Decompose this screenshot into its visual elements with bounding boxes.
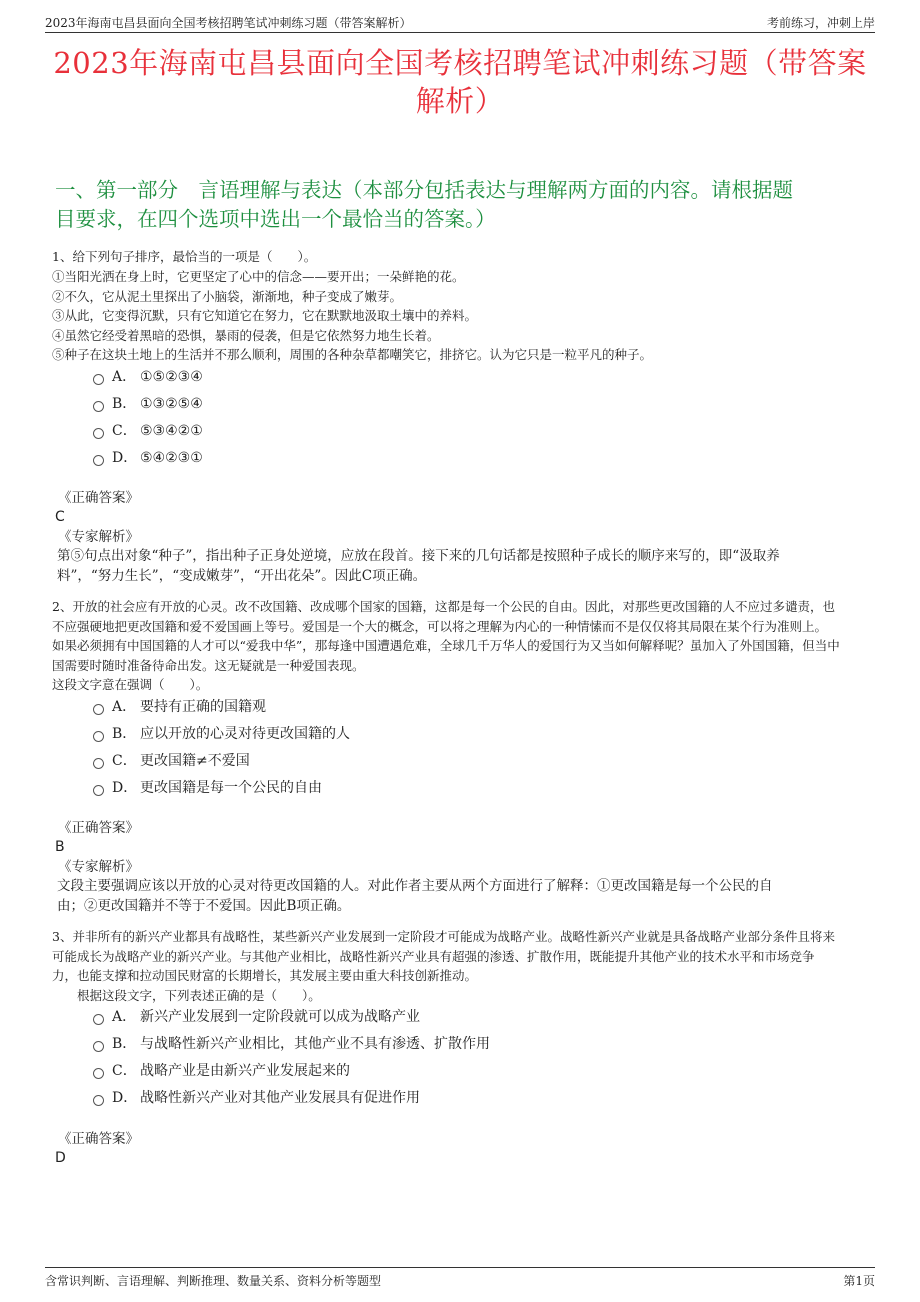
section-heading <box>55 176 865 234</box>
radio-icon[interactable] <box>93 374 104 385</box>
radio-icon[interactable] <box>93 731 104 742</box>
question-2-stem: 如果必须拥有中国国籍的人才可以“爱我中华”，那每逢中国遭遇危难，全球几千万华人的爱国行为又当如何解释呢？虽加入了外国国籍，但当中 <box>52 638 840 653</box>
header-slogan: 考前练习，冲刺上岸 <box>766 16 875 30</box>
radio-icon[interactable] <box>93 455 104 466</box>
question-1-sentence: ④虽然它经受着黑暗的恐惧，暴雨的侵袭，但是它依然努力地生长着。 <box>52 328 440 343</box>
question-1-stem: 1、给下列句子排序，最恰当的一项是（ ）。 <box>52 249 317 264</box>
analysis-label: 《专家解析》 <box>58 859 139 875</box>
document-title-line2: 解析） <box>415 84 505 118</box>
answer-label: 《正确答案》 <box>58 820 139 836</box>
page-footer <box>45 1267 875 1290</box>
question-1-option-d[interactable] <box>93 448 203 468</box>
question-1-option-c[interactable] <box>93 421 203 441</box>
option-letter: D． <box>112 780 138 796</box>
question-3-option-b[interactable] <box>93 1034 490 1054</box>
option-letter: C． <box>112 753 137 769</box>
option-letter: B． <box>112 726 137 742</box>
footer-description: 含常识判断、言语理解、判断推理、数量关系、资料分析等题型 <box>45 1274 382 1288</box>
question-3-stem: 力，也能支撑和拉动国民财富的长期增长，其发展主要由重大科技创新推动。 <box>52 968 478 983</box>
question-1-sentence: ②不久，它从泥土里探出了小脑袋，渐渐地，种子变成了嫩芽。 <box>52 289 403 304</box>
question-3-answer: D <box>55 1150 66 1166</box>
question-3-stem: 可能成长为战略产业的新兴产业。与其他产业相比，战略性新兴产业具有超强的渗透、扩散作用，既能提升其他产业的技术水平和市场竞争 <box>52 949 815 964</box>
question-1-analysis <box>57 546 845 586</box>
document-title-line1: 2023年海南屯昌县面向全国考核招聘笔试冲刺练习题（带答案 <box>53 46 867 80</box>
option-text: 应以开放的心灵对待更改国籍的人 <box>140 726 350 742</box>
option-letter: D． <box>112 450 138 466</box>
option-letter: C． <box>112 423 137 439</box>
question-1-option-b[interactable] <box>93 394 203 414</box>
question-2-option-c[interactable] <box>93 751 250 771</box>
radio-icon[interactable] <box>93 1014 104 1025</box>
option-letter: B． <box>112 396 137 412</box>
option-text: ①③②⑤④ <box>140 396 203 412</box>
question-3-option-c[interactable] <box>93 1061 350 1081</box>
question-3-option-d[interactable] <box>93 1088 420 1108</box>
question-1-sentence: ⑤种子在这块土地上的生活并不那么顺利，周围的各种杂草都嘲笑它，排挤它。认为它只是一粒平凡的种子。 <box>52 347 653 362</box>
question-2-analysis <box>57 876 845 916</box>
option-text: ⑤③④②① <box>140 423 203 439</box>
option-text: 战略产业是由新兴产业发展起来的 <box>140 1063 350 1079</box>
option-letter: D． <box>112 1090 138 1106</box>
question-2-answer: B <box>55 839 65 855</box>
radio-icon[interactable] <box>93 704 104 715</box>
radio-icon[interactable] <box>93 1095 104 1106</box>
option-text: 战略性新兴产业对其他产业发展具有促进作用 <box>140 1090 420 1106</box>
question-3-stem: 3、并非所有的新兴产业都具有战略性，某些新兴产业发展到一定阶段才可能成为战略产业。战略性新兴产业就是具备战略产业部分条件且将来 <box>52 929 835 944</box>
header-doc-title: 2023年海南屯昌县面向全国考核招聘笔试冲刺练习题（带答案解析） <box>45 16 412 30</box>
analysis-line: 第⑤句点出对象“种子”，指出种子正身处逆境，应放在段首。接下来的几句话都是按照种子成长的顺序来写的，即“汲取养 <box>57 548 780 564</box>
analysis-label: 《专家解析》 <box>58 529 139 545</box>
option-text: 要持有正确的国籍观 <box>140 699 266 715</box>
option-letter: A． <box>112 369 137 385</box>
question-2-stem: 2、开放的社会应有开放的心灵。改不改国籍、改成哪个国家的国籍，这都是每一个公民的自由。因此，对那些更改国籍的人不应过多谴责，也 <box>52 599 835 614</box>
option-text: ①⑤②③④ <box>140 369 203 385</box>
question-2-option-d[interactable] <box>93 778 322 798</box>
question-2-option-a[interactable] <box>93 697 266 717</box>
option-text: 新兴产业发展到一定阶段就可以成为战略产业 <box>140 1009 420 1025</box>
option-text: 与战略性新兴产业相比，其他产业不具有渗透、扩散作用 <box>140 1036 490 1052</box>
option-text: 更改国籍是每一个公民的自由 <box>140 780 322 796</box>
document-title <box>40 44 880 120</box>
question-1-sentence: ①当阳光洒在身上时，它更坚定了心中的信念——要开出；一朵鲜艳的花。 <box>52 269 465 284</box>
question-2-option-b[interactable] <box>93 724 350 744</box>
section-heading-line2: 目要求，在四个选项中选出一个最恰当的答案。） <box>55 207 496 231</box>
question-3-prompt: 根据这段文字，下列表述正确的是（ ）。 <box>52 988 321 1003</box>
analysis-line: 由；②更改国籍并不等于不爱国。因此B项正确。 <box>57 898 351 914</box>
section-heading-line1: 一、第一部分 言语理解与表达（本部分包括表达与理解两方面的内容。请根据题 <box>55 178 793 202</box>
question-1-option-a[interactable] <box>93 367 203 387</box>
option-letter: A． <box>112 699 137 715</box>
radio-icon[interactable] <box>93 401 104 412</box>
option-letter: A． <box>112 1009 137 1025</box>
radio-icon[interactable] <box>93 758 104 769</box>
radio-icon[interactable] <box>93 1068 104 1079</box>
analysis-line: 文段主要强调应该以开放的心灵对待更改国籍的人。对此作者主要从两个方面进行了解释：①更改国籍是每一个公民的自 <box>57 878 773 894</box>
page-number: 第1页 <box>843 1274 875 1288</box>
radio-icon[interactable] <box>93 785 104 796</box>
question-1-answer: C <box>55 509 65 525</box>
page-header <box>45 10 875 33</box>
question-2-stem: 不应强硬地把更改国籍和爱不爱国画上等号。爱国是一个大的概念，可以将之理解为内心的一种情愫而不是仅仅将其局限在某个行为准则上。 <box>52 619 828 634</box>
radio-icon[interactable] <box>93 1041 104 1052</box>
question-3-option-a[interactable] <box>93 1007 420 1027</box>
answer-label: 《正确答案》 <box>58 490 139 506</box>
option-letter: C． <box>112 1063 137 1079</box>
option-letter: B． <box>112 1036 137 1052</box>
radio-icon[interactable] <box>93 428 104 439</box>
option-text: ⑤④②③① <box>140 450 203 466</box>
analysis-line: 料”，“努力生长”，“变成嫩芽”，“开出花朵”。因此C项正确。 <box>57 568 427 584</box>
question-2-stem: 国需要时随时准备待命出发。这无疑就是一种爱国表现。 <box>52 658 365 673</box>
option-text: 更改国籍≠不爱国 <box>140 753 250 769</box>
question-2-prompt: 这段文字意在强调（ ）。 <box>52 677 209 692</box>
answer-label: 《正确答案》 <box>58 1131 139 1147</box>
question-1-sentence: ③从此，它变得沉默，只有它知道它在努力，它在默默地汲取土壤中的养料。 <box>52 308 478 323</box>
